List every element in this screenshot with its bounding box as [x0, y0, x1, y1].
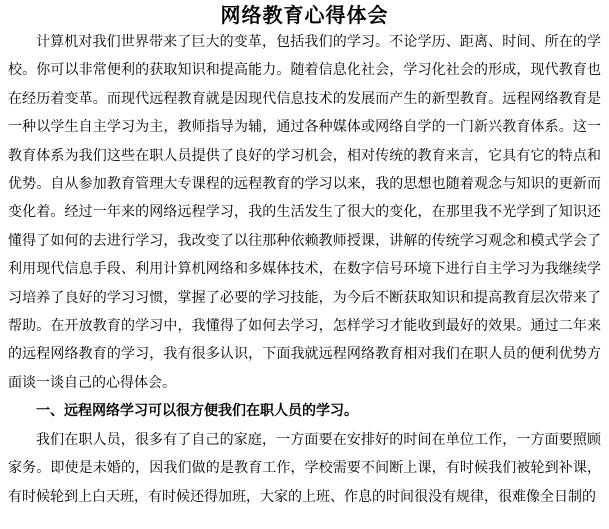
document-title: 网络教育心得体会 — [220, 3, 389, 27]
section-paragraph: 我们在职人员，很多有了自己的家庭，一方面要在安排好的时间在单位工作，一方面要照顾家务。即使是未婚的，因我们做的是教育工作，学校需要不间断上课，有时候我们被轮到补课，有时候轮到上白天班，有时候还得加班，大家的上班、作息的时间很没有规律，很难像全日制的 — [8, 431, 601, 505]
document-page — [8, 0, 601, 511]
intro-paragraph: 计算机对我们世界带来了巨大的变革，包括我们的学习。不论学历、距离、时间、所在的学校。你可以非常便利的获取知识和提高能力。随着信息化社会，学习化社会的形成，现代教育也在经历着变革。而现代远程教育就是因现代信息技术的发展而产生的新型教育。远程网络教育是一种以学生自主学习为主，教师指导为辅，通过各种媒体或网络自学的一门新兴教育体系。这一教育体系为我们这些在职人员提供了良好的学习机会，相对传统的教育来言，它具有它的特点和优势。自从参加教育管理大专课程的远程教育的学习以来，我的思想也随着观念与知识的更新而变化着。经过一年来的网络远程学习，我的生活发生了很大的变化，在那里我不光学到了知识还懂得了如何的去进行学习，我改变了以往那种依赖教师授课，讲解的传统学习观念和模式学会了利用现代信息手段、利用计算机网络和多媒体技术，在数字信号环境下进行自主学习为我继续学习培养了良好的学习习惯，掌握了必要的学习技能，为今后不断获取知识和提高教育层次带来了帮助。在开放教育的学习中，我懂得了如何去学习，怎样学习才能收到最好的效果。通过二年来的远程网络教育的学习，我有很多认识，下面我就远程网络教育相对我们在职人员的便利优势方面谈一谈自己的心得体会。 — [8, 34, 601, 391]
section-heading: 一、远程网络学习可以很方便我们在职人员的学习。 — [36, 403, 358, 420]
